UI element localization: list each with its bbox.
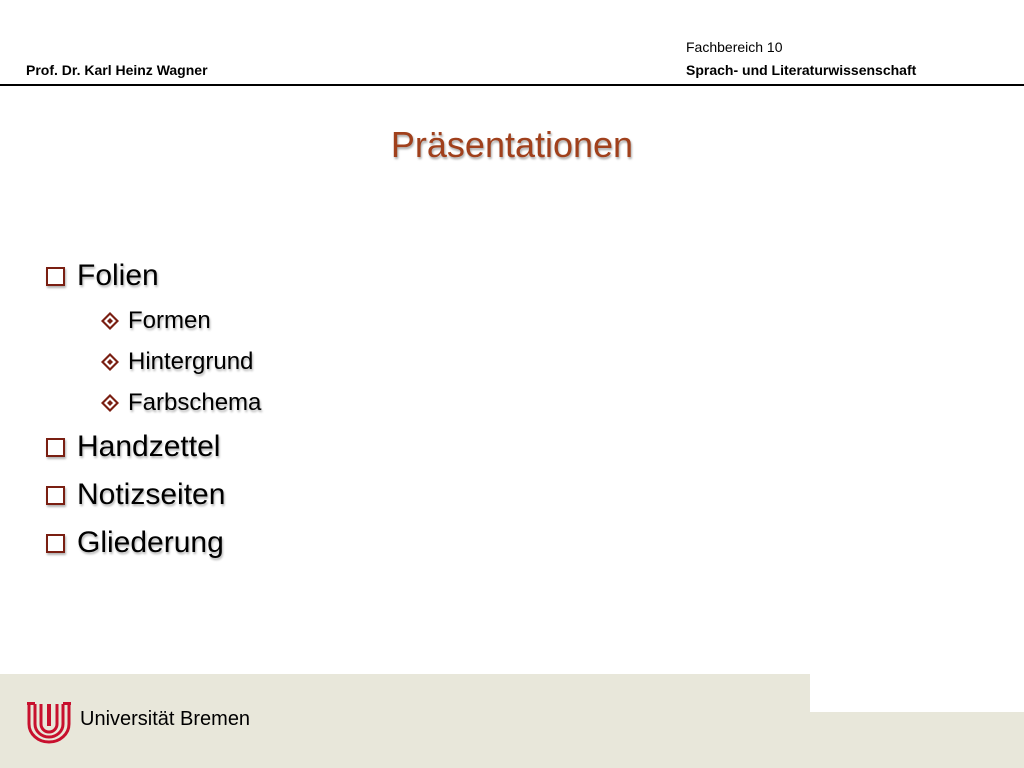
footer-band-right (810, 712, 1024, 768)
square-bullet-icon (46, 534, 65, 553)
bullet-item-gliederung (46, 519, 261, 567)
bullet-label: Notizseiten (77, 478, 226, 511)
sub-bullet-label: Hintergrund (128, 347, 254, 375)
header-department-line2: Sprach- und Literaturwissenschaft (686, 62, 917, 78)
university-name: Universität Bremen (80, 708, 251, 730)
header-department-line1: Fachbereich 10 (686, 39, 783, 55)
sub-bullet-item-farbschema (100, 382, 261, 423)
bullet-item-handzettel (46, 423, 261, 471)
university-bremen-logo-icon (26, 700, 72, 744)
slide-title: Präsentationen (390, 124, 634, 165)
diamond-bullet-icon (100, 393, 120, 413)
bullet-item-notizseiten (46, 471, 261, 519)
bullet-list (46, 252, 261, 567)
diamond-bullet-icon (100, 311, 120, 331)
sub-bullet-label: Formen (128, 306, 211, 334)
bullet-item-folien (46, 252, 261, 300)
bullet-label: Folien (77, 259, 159, 292)
header-divider (0, 84, 1024, 86)
square-bullet-icon (46, 438, 65, 457)
bullet-label: Handzettel (77, 430, 221, 463)
bullet-label: Gliederung (77, 526, 224, 559)
diamond-bullet-icon (100, 352, 120, 372)
sub-bullet-label: Farbschema (128, 388, 262, 416)
sub-bullet-item-hintergrund (100, 341, 261, 382)
square-bullet-icon (46, 486, 65, 505)
sub-bullet-item-formen (100, 300, 261, 341)
header-author: Prof. Dr. Karl Heinz Wagner (26, 62, 208, 78)
square-bullet-icon (46, 267, 65, 286)
